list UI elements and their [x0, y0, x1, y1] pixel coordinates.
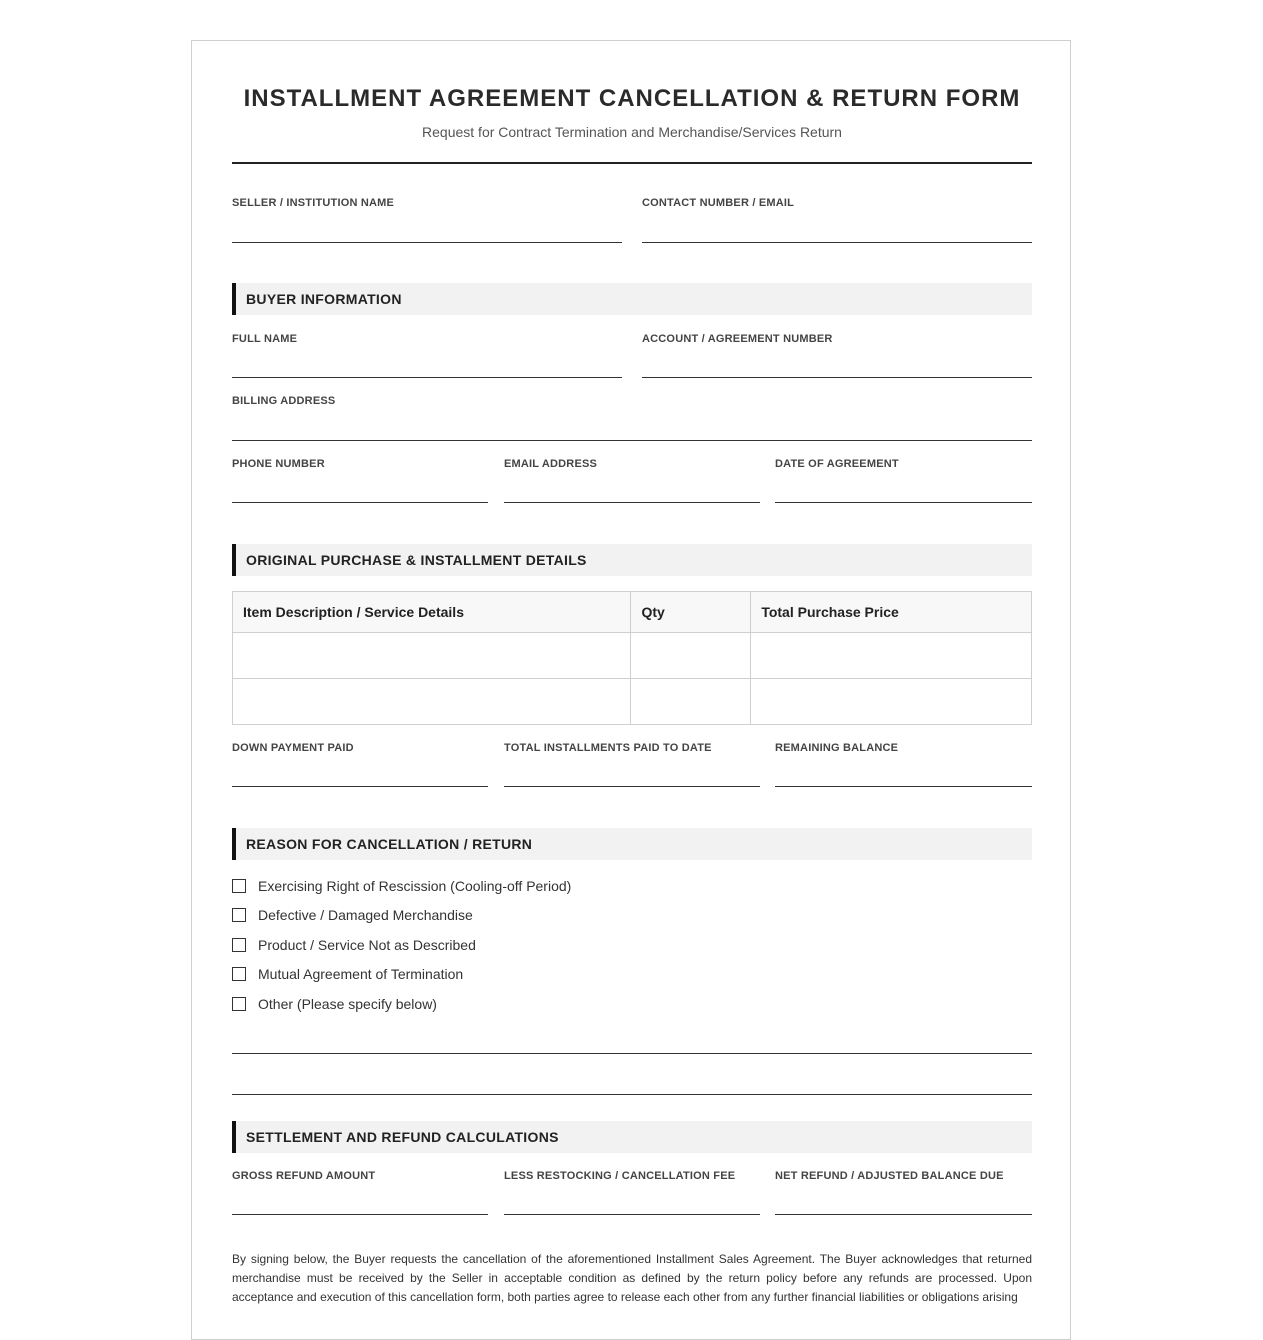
installments-paid-label: TOTAL INSTALLMENTS PAID TO DATE	[504, 742, 712, 754]
items-table	[232, 591, 1032, 725]
account-number-field[interactable]	[642, 377, 1032, 378]
reason-option-label: Other (Please specify below)	[258, 996, 437, 1012]
down-payment-label: DOWN PAYMENT PAID	[232, 742, 354, 754]
checkbox[interactable]	[232, 967, 246, 981]
agreement-date-label: DATE OF AGREEMENT	[775, 458, 899, 470]
table-row	[233, 633, 1032, 679]
items-table-header	[233, 592, 1032, 633]
remaining-balance-label: REMAINING BALANCE	[775, 742, 899, 754]
reason-section-header	[232, 828, 1032, 860]
cancellation-disclaimer: By signing below, the Buyer requests the cancellation of the aforementioned Installment Sales Agreement. The Buyer acknowledges that returned merchandise must be received by the Seller in acceptable condition as defined by the return policy before any refunds are processed. Upon acceptance and execution of this cancellation form, both parties agree to release each other from any further financial liabilities or obligations arising	[232, 1252, 1032, 1304]
reason-option-label: Defective / Damaged Merchandise	[258, 907, 473, 923]
qty-cell[interactable]	[631, 633, 751, 679]
checkbox[interactable]	[232, 908, 246, 922]
contact-label: CONTACT NUMBER / EMAIL	[642, 197, 795, 209]
checkbox[interactable]	[232, 997, 246, 1011]
net-refund-label: NET REFUND / ADJUSTED BALANCE DUE	[775, 1170, 1004, 1182]
form-page	[191, 40, 1071, 1340]
price-cell[interactable]	[751, 633, 1032, 679]
account-number-label: ACCOUNT / AGREEMENT NUMBER	[642, 333, 833, 345]
buyer-section-header	[232, 283, 1032, 315]
phone-field[interactable]	[232, 502, 488, 503]
other-reason-line-2[interactable]	[232, 1094, 1032, 1095]
full-name-field[interactable]	[232, 377, 622, 378]
seller-name-field[interactable]	[232, 242, 622, 243]
other-reason-line-1[interactable]	[232, 1053, 1032, 1054]
restocking-fee-label: LESS RESTOCKING / CANCELLATION FEE	[504, 1170, 736, 1182]
checkbox[interactable]	[232, 879, 246, 893]
qty-cell[interactable]	[631, 679, 751, 725]
settlement-section-title: SETTLEMENT AND REFUND CALCULATIONS	[246, 1129, 559, 1145]
form-title: INSTALLMENT AGREEMENT CANCELLATION & RETURN FORM	[243, 85, 1021, 112]
purchase-section-header	[232, 544, 1032, 576]
restocking-fee-field[interactable]	[504, 1214, 760, 1215]
email-label: EMAIL ADDRESS	[504, 458, 598, 470]
gross-refund-field[interactable]	[232, 1214, 488, 1215]
description-cell[interactable]	[233, 679, 631, 725]
billing-address-label: BILLING ADDRESS	[232, 395, 336, 407]
buyer-section-title: BUYER INFORMATION	[246, 291, 402, 307]
contact-field[interactable]	[642, 242, 1032, 243]
net-refund-field[interactable]	[775, 1214, 1032, 1215]
gross-refund-label: GROSS REFUND AMOUNT	[232, 1170, 376, 1182]
table-row	[233, 679, 1032, 725]
col-header-total-price: Total Purchase Price	[751, 592, 1032, 633]
form-subtitle: Request for Contract Termination and Merchandise/Services Return	[422, 124, 842, 140]
billing-address-field[interactable]	[232, 440, 1032, 441]
reason-section-title: REASON FOR CANCELLATION / RETURN	[246, 836, 533, 852]
col-header-description: Item Description / Service Details	[233, 592, 631, 633]
phone-label: PHONE NUMBER	[232, 458, 325, 470]
description-cell[interactable]	[233, 633, 631, 679]
col-header-qty: Qty	[631, 592, 751, 633]
agreement-date-field[interactable]	[775, 502, 1032, 503]
settlement-section-header	[232, 1121, 1032, 1153]
reason-option-label: Mutual Agreement of Termination	[258, 966, 464, 982]
purchase-section-title: ORIGINAL PURCHASE & INSTALLMENT DETAILS	[246, 552, 587, 568]
email-field[interactable]	[504, 502, 760, 503]
down-payment-field[interactable]	[232, 786, 488, 787]
price-cell[interactable]	[751, 679, 1032, 725]
reason-option-label: Product / Service Not as Described	[258, 937, 476, 953]
remaining-balance-field[interactable]	[775, 786, 1032, 787]
title-divider	[232, 162, 1032, 164]
reason-option-label: Exercising Right of Rescission (Cooling-off Period)	[258, 878, 572, 894]
seller-name-label: SELLER / INSTITUTION NAME	[232, 197, 395, 209]
installments-paid-field[interactable]	[504, 786, 760, 787]
checkbox[interactable]	[232, 938, 246, 952]
full-name-label: FULL NAME	[232, 333, 298, 345]
